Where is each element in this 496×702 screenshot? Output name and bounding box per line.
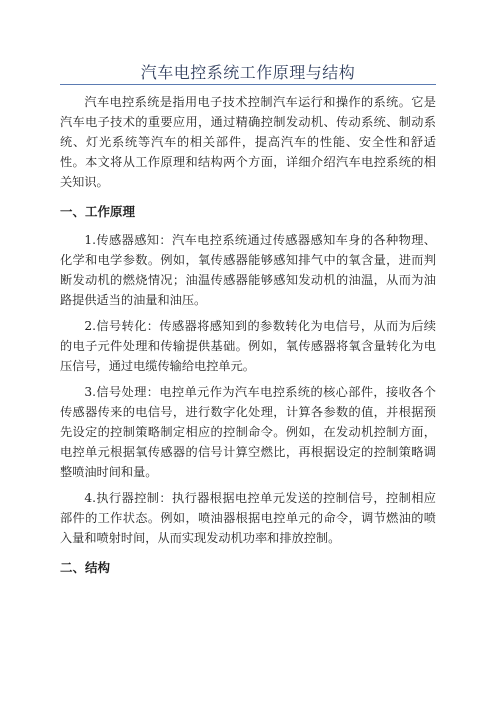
intro-paragraph: 汽车电控系统是指用电子技术控制汽车运行和操作的系统。它是汽车电子技术的重要应用，通过精确控制发动机、传动系统、制动系统、灯光系统等汽车的相关部件，提高汽车的性能、安全性和舒适性。本文将从工作原理和结构两个方面，详细介绍汽车电控系统的相关知识。: [60, 95, 436, 189]
document-title: 汽车电控系统工作原理与结构: [140, 63, 356, 82]
document-body: [60, 92, 436, 586]
section-heading-structure: 二、结构: [60, 560, 111, 575]
paragraph-sensor-sensing: 1.传感器感知：汽车电控系统通过传感器感知车身的各种物理、化学和电学参数。例如，氧传感器能够感知排气中的氧含量，进而判断发动机的燃烧情况；油温传感器能够感知发动机的油温，从而为油路提供适当的油量和油压。: [60, 233, 436, 307]
section-heading-principle: 一、工作原理: [60, 204, 136, 219]
paragraph-signal-conversion: 2.信号转化：传感器将感知到的参数转化为电信号，从而为后续的电子元件处理和传输提供基础。例如，氧传感器将氧含量转化为电压信号，通过电缆传输给电控单元。: [60, 319, 436, 373]
paragraph-signal-processing: 3.信号处理：电控单元作为汽车电控系统的核心部件，接收各个传感器传来的电信号，进行数字化处理，计算各参数的值，并根据预先设定的控制策略制定相应的控制命令。例如，在发动机控制方面，电控单元根据氧传感器的信号计算空燃比，再根据设定的控制策略调整喷油时间和量。: [60, 385, 436, 479]
title-underline: [60, 84, 436, 85]
paragraph-actuator-control: 4.执行器控制：执行器根据电控单元发送的控制信号，控制相应部件的工作状态。例如，喷油器根据电控单元的命令，调节燃油的喷入量和喷射时间，从而实现发动机功率和排放控制。: [60, 491, 436, 545]
